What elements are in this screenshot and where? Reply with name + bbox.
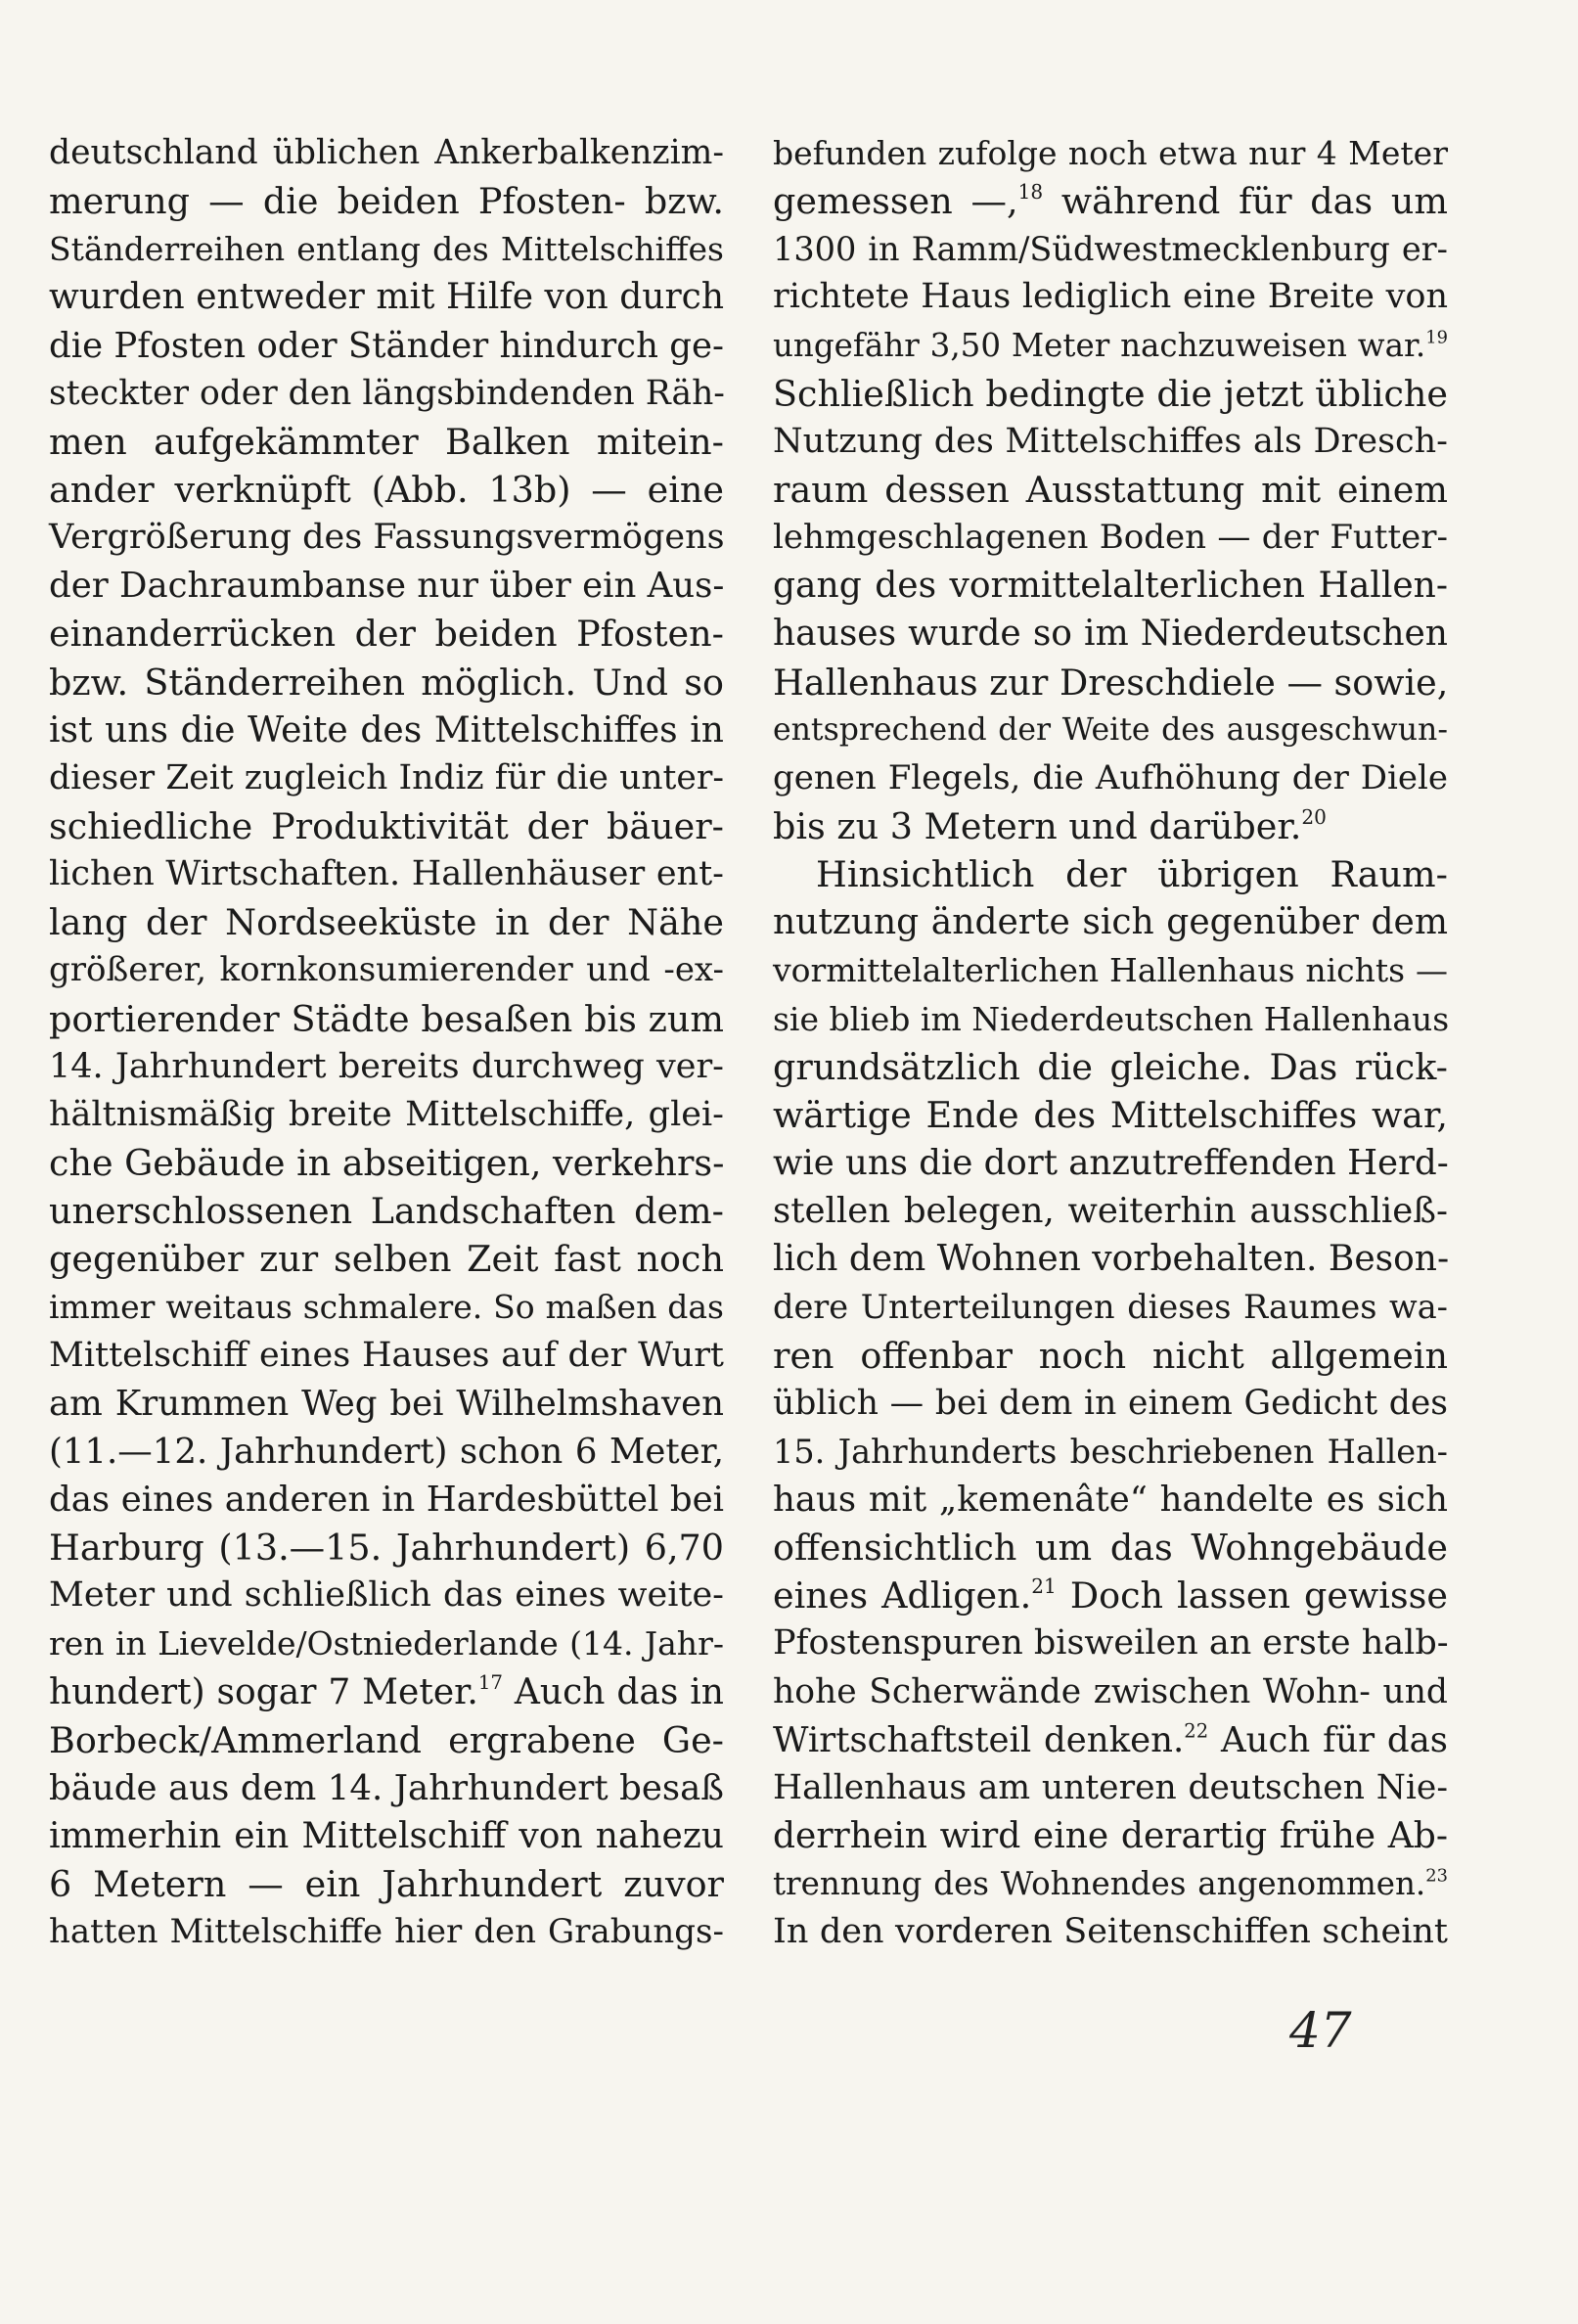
line-text: derrhein wird eine derartig frühe Ab-: [773, 1815, 1448, 1856]
line-text: lichen Wirtschaften. Hallenhäuser ent-: [49, 854, 724, 894]
text-line: [773, 1043, 1448, 1091]
text-line: [49, 995, 724, 1043]
text-line: [773, 610, 1448, 658]
line-text: ander verknüpft (Abb. 13b) — eine: [49, 468, 724, 511]
text-line: [49, 1235, 724, 1283]
text-line: [49, 1860, 724, 1908]
line-text: ungefähr 3,50 Meter nachzuweisen war.: [773, 326, 1426, 364]
line-text-continued: während für das um: [1043, 180, 1448, 223]
line-text: bäude aus dem 14. Jahrhundert besaß: [49, 1767, 724, 1808]
line-text: ren offenbar noch nicht allgemein: [773, 1334, 1448, 1377]
line-text: 15. Jahrhunderts beschriebenen Hallen-: [773, 1432, 1448, 1471]
line-text: üblich — bei dem in einem Gedicht des: [773, 1383, 1448, 1423]
text-line: [773, 514, 1448, 562]
text-line: [773, 946, 1448, 994]
line-text: raum dessen Ausstattung mit einem: [773, 468, 1448, 511]
line-text: merung — die beiden Pfosten- bzw.: [49, 180, 724, 223]
line-text: In den vorderen Seitenschiffen scheint: [773, 1912, 1448, 1952]
text-line: [49, 322, 724, 370]
text-line: [773, 1812, 1448, 1860]
line-text: 1300 in Ramm/Südwestmecklenburg er-: [773, 230, 1448, 269]
text-line: [49, 1716, 724, 1764]
line-text-continued: Doch lassen gewisse: [1056, 1574, 1448, 1618]
line-text: wurden entweder mit Hilfe von durch: [49, 277, 724, 318]
line-text: lehmgeschlagenen Boden — der Futter-: [773, 518, 1448, 558]
line-text: vormittelalterlichen Hallenhaus nichts —: [773, 951, 1448, 990]
text-line: [773, 1716, 1448, 1764]
text-column-right: [773, 129, 1448, 1956]
text-line: [773, 225, 1448, 273]
line-text: ist uns die Weite des Mittelschiffes in: [49, 709, 724, 751]
text-line: [773, 706, 1448, 754]
text-line: [773, 1332, 1448, 1380]
footnote-ref: 21: [1031, 1574, 1057, 1599]
text-line: [773, 466, 1448, 514]
line-text: Schließlich bedingte die jetzt übliche: [773, 372, 1448, 415]
line-text: gegenüber zur selben Zeit fast noch: [49, 1238, 724, 1281]
footnote-ref: 18: [1017, 180, 1044, 205]
line-text: hältnismäßig breite Mittelschiffe, glei-: [49, 1094, 724, 1134]
text-line: [49, 177, 724, 225]
line-text: dere Unterteilungen dieses Raumes wa-: [773, 1288, 1448, 1327]
line-text-continued: Auch das in: [503, 1671, 724, 1712]
text-line: [773, 370, 1448, 418]
line-text: Meter und schließlich das eines weite-: [49, 1575, 724, 1616]
line-text: Hallenhaus zur Dreschdiele — sowie,: [773, 661, 1449, 704]
footnote-ref: 19: [1425, 327, 1448, 348]
text-line: [49, 1572, 724, 1619]
text-line: [49, 1476, 724, 1524]
line-text: größerer, kornkonsumierender und -ex-: [49, 950, 724, 990]
line-text: lang der Nordseeküste in der Nähe: [49, 901, 724, 944]
text-line: [773, 129, 1448, 177]
text-line: [773, 995, 1448, 1043]
text-line: [49, 1428, 724, 1476]
line-text: dieser Zeit zugleich Indiz für die unter-: [49, 757, 724, 797]
line-text: Hallenhaus am unteren deutschen Nie-: [773, 1767, 1448, 1807]
line-text: haus mit „kemenâte“ handelte es sich: [773, 1479, 1448, 1520]
text-line: [773, 1283, 1448, 1331]
line-text: bis zu 3 Metern und darüber.: [773, 804, 1302, 847]
text-line: [49, 466, 724, 514]
line-text: Borbeck/Ammerland ergrabene Ge-: [49, 1718, 724, 1761]
text-line: [773, 1091, 1448, 1139]
text-line: [773, 802, 1448, 850]
text-line: [773, 1908, 1448, 1956]
line-text: Vergrößerung des Fassungsvermögens: [49, 518, 725, 558]
text-line: [49, 754, 724, 802]
line-text: wie uns die dort anzutreffenden Herd-: [773, 1142, 1449, 1183]
line-text: befunden zufolge noch etwa nur 4 Meter: [773, 134, 1448, 172]
text-line: [49, 1812, 724, 1860]
line-text: bzw. Ständerreihen möglich. Und so: [49, 661, 724, 704]
text-line: [49, 802, 724, 850]
line-text: steckter oder den längsbindenden Räh-: [49, 373, 725, 413]
text-line: [773, 850, 1448, 898]
line-text: deutschland üblichen Ankerbalkenzim-: [49, 133, 724, 172]
text-line: [49, 273, 724, 321]
text-line: [49, 706, 724, 754]
line-text: immer weitaus schmalere. So maßen das: [49, 1288, 724, 1327]
line-text: 14. Jahrhundert bereits durchweg ver-: [49, 1046, 724, 1086]
text-line: [773, 322, 1448, 370]
text-line: [773, 177, 1448, 225]
text-line: [49, 1524, 724, 1572]
text-line: [773, 1235, 1448, 1283]
line-text: die Pfosten oder Ständer hindurch ge-: [49, 325, 724, 366]
line-text: gemessen —,: [773, 180, 1018, 223]
footnote-ref: 23: [1425, 1865, 1448, 1887]
line-text: ren in Lievelde/Ostniederlande (14. Jahr-: [49, 1624, 724, 1663]
text-line: [49, 1764, 724, 1812]
line-text: entsprechend der Weite des ausgeschwun-: [773, 711, 1448, 748]
line-text: das eines anderen in Hardesbüttel bei: [49, 1479, 724, 1520]
page-number: 47: [1289, 2002, 1352, 2059]
text-line: [49, 370, 724, 418]
text-line: [773, 562, 1448, 610]
text-line: [49, 1043, 724, 1091]
text-line: [49, 1332, 724, 1380]
text-line: [773, 273, 1448, 321]
line-text: richtete Haus lediglich eine Breite von: [773, 277, 1448, 317]
line-text: grundsätzlich die gleiche. Das rück-: [773, 1045, 1448, 1088]
line-text: gang des vormittelalterlichen Hallen-: [773, 566, 1448, 607]
line-text: der Dachraumbanse nur über ein Aus-: [49, 566, 725, 607]
line-text: Wirtschaftsteil denken.: [773, 1719, 1185, 1760]
line-text: men aufgekämmter Balken mitein-: [49, 420, 724, 463]
line-text: schiedliche Produktivität der bäuer-: [49, 804, 724, 847]
line-text: lich dem Wohnen vorbehalten. Beson-: [773, 1239, 1450, 1280]
line-text: genen Flegels, die Aufhöhung der Diele: [773, 757, 1448, 797]
footnote-ref: 22: [1184, 1719, 1209, 1742]
text-line: [49, 946, 724, 994]
text-line: [49, 418, 724, 466]
line-text: Harburg (13.—15. Jahrhundert) 6,70: [49, 1527, 724, 1570]
line-text: nutzung änderte sich gegenüber dem: [773, 902, 1448, 943]
line-text: hauses wurde so im Niederdeutschen: [773, 614, 1448, 655]
line-text: einanderrücken der beiden Pfosten-: [49, 613, 724, 656]
text-line: [773, 1524, 1448, 1572]
footnote-ref: 17: [477, 1670, 503, 1694]
line-text: che Gebäude in abseitigen, verkehrs-: [49, 1141, 725, 1184]
line-text: hatten Mittelschiffe hier den Grabungs-: [49, 1912, 724, 1952]
text-line: [49, 1091, 724, 1139]
line-text: portierender Städte besaßen bis zum: [49, 997, 724, 1040]
text-line: [773, 659, 1448, 706]
text-line: [773, 1187, 1448, 1235]
text-line: [49, 1187, 724, 1235]
text-line: [773, 418, 1448, 466]
line-text: 6 Metern — ein Jahrhundert zuvor: [49, 1863, 724, 1906]
text-line: [49, 1139, 724, 1187]
text-line: [49, 610, 724, 658]
line-text: Pfostenspuren bisweilen an erste halb-: [773, 1623, 1449, 1663]
text-line: [49, 1283, 724, 1331]
line-text: Nutzung des Mittelschiffes als Dresch-: [773, 421, 1448, 461]
text-line: [49, 1908, 724, 1956]
line-text: immerhin ein Mittelschiff von nahezu: [49, 1815, 724, 1856]
line-text-continued: Auch für das: [1208, 1719, 1448, 1760]
text-line: [49, 1619, 724, 1667]
text-line: [773, 754, 1448, 802]
line-text: stellen belegen, weiterhin ausschließ-: [773, 1191, 1448, 1232]
line-text: eines Adligen.: [773, 1574, 1032, 1618]
text-line: [773, 1668, 1448, 1716]
line-text: wärtige Ende des Mittelschiffes war,: [773, 1093, 1448, 1136]
text-line: [773, 1476, 1448, 1524]
line-text: hohe Scherwände zwischen Wohn- und: [773, 1671, 1448, 1711]
text-line: [773, 1428, 1448, 1476]
line-text: unerschlossenen Landschaften dem-: [49, 1190, 724, 1233]
text-line: [49, 1668, 724, 1716]
text-line: [773, 1764, 1448, 1812]
line-text: Ständerreihen entlang des Mittelschiffes: [49, 230, 724, 269]
text-line: [773, 1572, 1448, 1619]
text-line: [49, 898, 724, 946]
line-text: offensichtlich um das Wohngebäude: [773, 1527, 1448, 1570]
line-text: Mittelschiff eines Hauses auf der Wurt: [49, 1335, 724, 1375]
line-text: am Krummen Weg bei Wilhelmshaven: [49, 1383, 724, 1424]
text-line: [773, 1860, 1448, 1908]
line-text: trennung des Wohnendes angenommen.: [773, 1865, 1426, 1903]
line-text: (11.—12. Jahrhundert) schon 6 Meter,: [49, 1431, 724, 1472]
line-text: hundert) sogar 7 Meter.: [49, 1671, 478, 1712]
footnote-ref: 20: [1301, 804, 1327, 829]
text-line: [49, 514, 724, 562]
line-text: Hinsichtlich der übrigen Raum-: [816, 853, 1448, 896]
text-line: [773, 1380, 1448, 1428]
text-column-left: [49, 129, 724, 1956]
text-line: [49, 850, 724, 898]
text-line: [49, 129, 724, 177]
text-line: [49, 562, 724, 610]
text-line: [49, 659, 724, 706]
text-line: [49, 1380, 724, 1428]
text-line: [49, 225, 724, 273]
text-line: [773, 1619, 1448, 1667]
line-text: sie blieb im Niederdeutschen Hallenhaus: [773, 999, 1450, 1038]
text-line: [773, 1139, 1448, 1187]
text-line: [773, 898, 1448, 946]
